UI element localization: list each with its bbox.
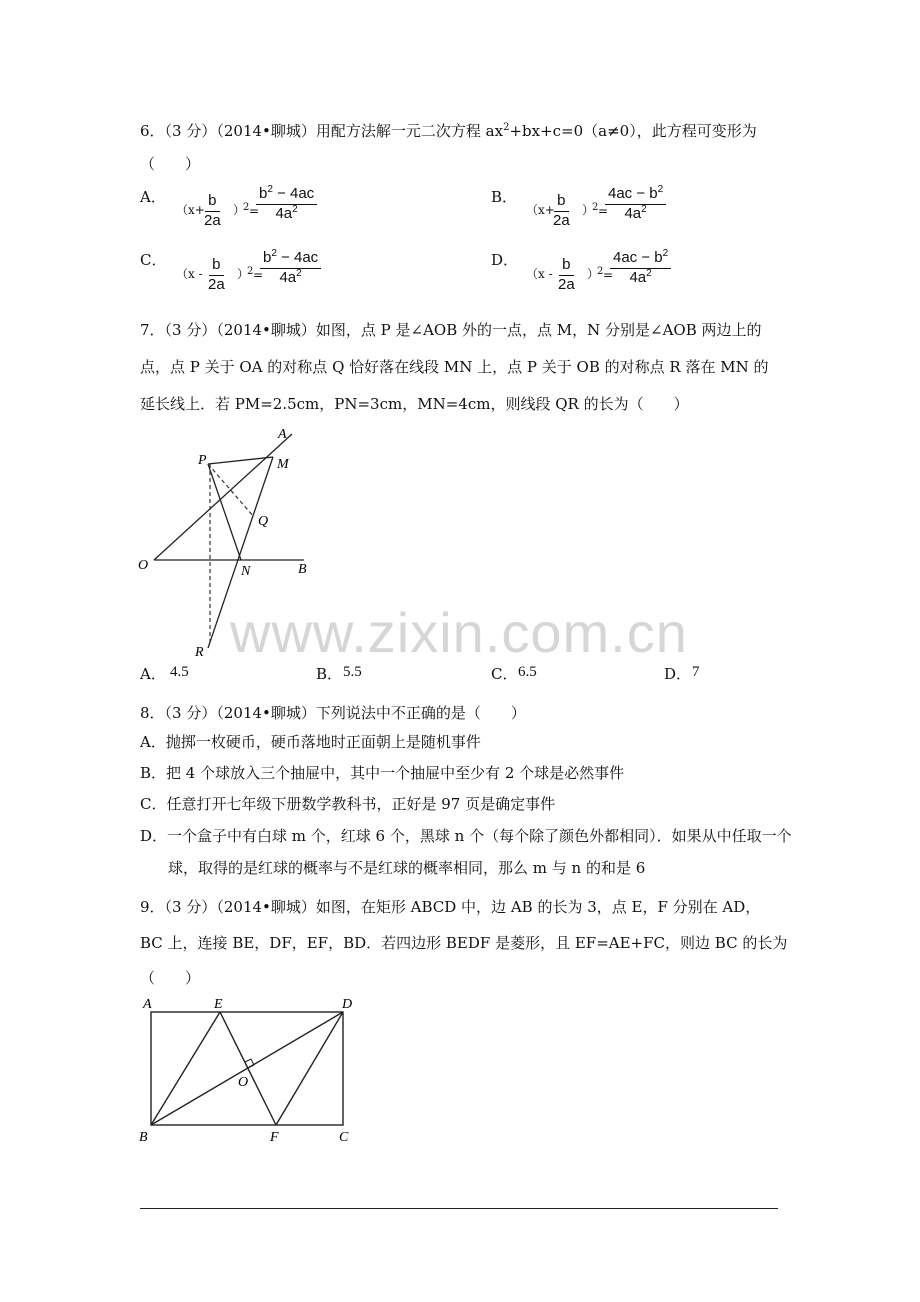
q8-option-d-line2: 球，取得的是红球的概率与不是红球的概率相同，那么 m 与 n 的和是 6 — [168, 859, 646, 877]
label-b: B — [139, 1130, 148, 1145]
q6-answer-paren: （ ） — [140, 155, 201, 173]
fraction: $\frac{b}{2a}$ — [558, 256, 575, 293]
label-n: N — [241, 564, 251, 579]
label-o: O — [138, 558, 149, 573]
q7-stem-line1: 7．（3 分）（2014•聊城）如图，点 P 是∠AOB 外的一点，点 M，N 分别是∠AOB 两边上的 — [140, 321, 762, 339]
label-c: C — [339, 1130, 349, 1145]
footer-rule — [140, 1208, 778, 1209]
q8-option-d-line1[interactable]: D．一个盒子中有白球 m 个，红球 6 个，黑球 n 个（每个除了颜色外都相同）．如果从中任取一个 — [140, 827, 792, 845]
label-o: O — [238, 1075, 249, 1090]
label-q: Q — [258, 514, 269, 529]
label-f: F — [270, 1130, 279, 1145]
q7-stem-line2: 点，点 P 关于 OA 的对称点 Q 恰好落在线段 MN 上，点 P 关于 OB 的对称点 R 落在 MN 的 — [140, 358, 769, 376]
fraction: $\frac{b^2 - 4ac}{4a^2}$ — [260, 250, 321, 286]
q9-answer-paren: （ ） — [140, 969, 201, 987]
fraction: $\frac{4ac - b^2}{4a^2}$ — [610, 250, 671, 286]
segment-ef — [220, 1012, 276, 1125]
label-r: R — [195, 645, 204, 660]
q6-stem: 6．（3 分）（2014•聊城）用配方法解一元二次方程 $ax^2+bx+c=0(a\ne 0)$，此方程可变形为 — [140, 122, 757, 140]
label-e: E — [214, 997, 223, 1012]
fraction: $\frac{b}{2a}$ — [553, 192, 570, 229]
option-letter: A． — [140, 188, 166, 206]
segment-pq — [208, 464, 254, 517]
q7-figure — [130, 420, 330, 665]
label-m: M — [277, 457, 289, 472]
label-b: B — [298, 562, 307, 577]
line-mr — [208, 457, 273, 648]
q8-option-a[interactable]: A．抛掷一枚硬币，硬币落地时正面朝上是随机事件 — [140, 733, 481, 751]
option-letter: D． — [491, 251, 519, 269]
label-d: D — [342, 997, 353, 1012]
fraction: $\frac{4ac - b^2}{4a^2}$ — [605, 186, 666, 222]
segment-pn — [208, 464, 241, 560]
q8-stem: 8．（3 分）（2014•聊城）下列说法中不正确的是（ ） — [140, 704, 526, 722]
q9-figure — [135, 990, 365, 1150]
segment-be — [151, 1012, 220, 1125]
segment-fd — [276, 1012, 343, 1125]
q8-option-c[interactable]: C．任意打开七年级下册数学教科书，正好是 97 页是确定事件 — [140, 795, 556, 813]
q7-stem-line3: 延长线上．若 PM=2.5cm，PN=3cm，MN=4cm，则线段 QR 的长为（ ） — [140, 395, 689, 413]
q9-stem-line2: BC 上，连接 BE，DF，EF，BD．若四边形 BEDF 是菱形，且 EF=AE+FC，则边 BC 的长为 — [140, 934, 788, 952]
fraction: $\frac{b}{2a}$ — [208, 256, 225, 293]
fraction: $\frac{b}{2a}$ — [204, 192, 221, 229]
ray-oa — [154, 434, 292, 560]
watermark: www.zixin.com.cn — [230, 601, 688, 664]
q9-stem-line1: 9．（3 分）（2014•聊城）如图，在矩形 ABCD 中，边 AB 的长为 3，点 E，F 分别在 AD， — [140, 898, 761, 916]
label-a: A — [143, 997, 152, 1012]
q8-option-b[interactable]: B．把 4 个球放入三个抽屉中，其中一个抽屉中至少有 2 个球是必然事件 — [140, 764, 625, 782]
option-letter: B． — [491, 188, 518, 206]
option-letter: C． — [140, 251, 167, 269]
label-a: A — [278, 427, 287, 442]
label-p: P — [198, 453, 207, 468]
segment-bd — [151, 1012, 343, 1125]
fraction: $\frac{b^2 - 4ac}{4a^2}$ — [256, 186, 317, 222]
